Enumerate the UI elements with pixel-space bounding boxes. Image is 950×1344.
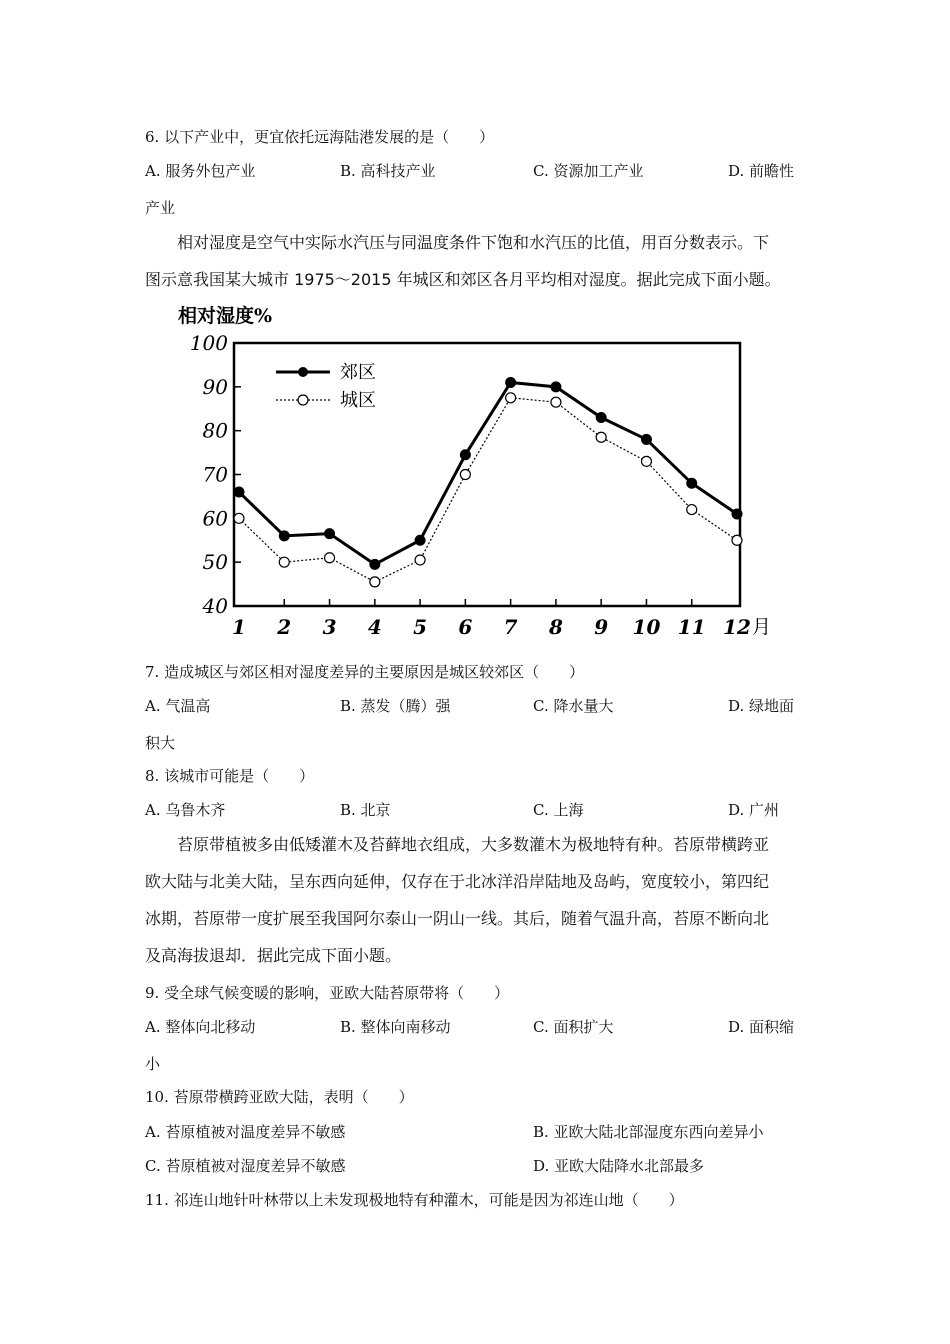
x-tick-label: 2 — [277, 615, 292, 639]
point-urban — [325, 553, 335, 563]
point-urban — [506, 393, 516, 403]
legend-suburb-label: 郊区 — [340, 362, 376, 383]
q7-option-c: C. 降水量大 — [533, 697, 614, 715]
legend-urban-marker — [298, 395, 308, 405]
q10-option-b: B. 亚欧大陆北部湿度东西向差异小 — [533, 1123, 764, 1141]
q11-stem: 11. 祁连山地针叶林带以上未发现极地特有种灌木，可能是因为祁连山地（ ） — [145, 1191, 684, 1209]
point-suburb — [687, 478, 697, 488]
passage-tundra-line: 苔原带植被多由低矮灌木及苔藓地衣组成，大多数灌木为极地特有种。苔原带横跨亚 — [177, 835, 770, 854]
x-tick-label: 11 — [677, 615, 706, 639]
q8-option-a: A. 乌鲁木齐 — [145, 801, 226, 819]
q7-option-d-wrap: 积大 — [145, 734, 176, 752]
q8-option-b: B. 北京 — [340, 801, 391, 819]
q8-option-c: C. 上海 — [533, 801, 584, 819]
point-urban — [234, 513, 244, 523]
q6-stem: 6. 以下产业中，更宜依托远海陆港发展的是（ ） — [145, 128, 495, 146]
point-urban — [370, 577, 380, 587]
x-tick-label: 1 — [232, 615, 246, 639]
point-urban — [551, 397, 561, 407]
point-urban — [641, 456, 651, 466]
y-tick-label: 50 — [202, 550, 228, 575]
y-tick-label: 100 — [189, 331, 228, 355]
point-urban — [279, 557, 289, 567]
passage-humidity-line: 图示意我国某大城市 1975～2015 年城区和郊区各月平均相对湿度。据此完成下面小题。 — [145, 270, 781, 289]
point-urban — [732, 535, 742, 545]
passage-humidity-line: 相对湿度是空气中实际水汽压与同温度条件下饱和水汽压的比值，用百分数表示。下 — [177, 233, 770, 252]
q9-option-d-wrap: 小 — [145, 1055, 161, 1073]
q6-option-d-wrap: 产业 — [145, 199, 176, 217]
q9-option-b: B. 整体向南移动 — [340, 1018, 451, 1036]
point-suburb — [370, 559, 380, 569]
x-tick-label: 9 — [594, 615, 609, 639]
point-urban — [460, 470, 470, 480]
q8-option-d: D. 广州 — [728, 801, 780, 819]
point-suburb — [325, 529, 335, 539]
point-suburb — [234, 487, 244, 497]
plot-frame — [234, 343, 740, 606]
q6-option-b: B. 高科技产业 — [340, 162, 436, 180]
series-group — [234, 377, 742, 586]
q7-option-b: B. 蒸发（腾）强 — [340, 697, 451, 715]
q9-stem: 9. 受全球气候变暖的影响，亚欧大陆苔原带将（ ） — [145, 984, 510, 1002]
point-suburb — [506, 377, 516, 387]
x-tick-label: 12 — [723, 615, 751, 639]
legend-urban-label: 城区 — [340, 390, 376, 411]
series-line-suburb — [239, 382, 737, 564]
q10-option-d: D. 亚欧大陆降水北部最多 — [533, 1157, 705, 1175]
point-urban — [415, 555, 425, 565]
legend — [276, 362, 376, 411]
humidity-line-chart — [170, 300, 790, 645]
x-tick-label: 8 — [548, 615, 563, 639]
point-suburb — [732, 509, 742, 519]
point-urban — [687, 505, 697, 515]
point-suburb — [460, 450, 470, 460]
y-tick-label: 90 — [202, 374, 228, 399]
q9-option-d: D. 面积缩 — [728, 1018, 795, 1036]
y-tick-label: 40 — [202, 594, 228, 618]
x-tick-label: 5 — [413, 615, 428, 639]
x-tick-label: 4 — [367, 615, 382, 639]
y-tick-label: 80 — [202, 418, 228, 443]
point-urban — [596, 432, 606, 442]
q10-option-c: C. 苔原植被对湿度差异不敏感 — [145, 1157, 346, 1175]
x-tick-label: 3 — [322, 615, 337, 639]
point-suburb — [551, 382, 561, 392]
q9-option-c: C. 面积扩大 — [533, 1018, 614, 1036]
point-suburb — [596, 413, 606, 423]
x-axis-unit: 月 — [752, 616, 772, 638]
series-line-urban — [239, 398, 737, 582]
q6-option-d: D. 前瞻性 — [728, 162, 795, 180]
y-tick-label: 60 — [202, 506, 228, 531]
passage-tundra-line: 及高海拔退却．据此完成下面小题。 — [145, 946, 402, 965]
q8-stem: 8. 该城市可能是（ ） — [145, 767, 315, 785]
passage-humidity — [145, 224, 805, 298]
y-tick-label: 70 — [202, 462, 228, 487]
q9-option-a: A. 整体向北移动 — [145, 1018, 256, 1036]
legend-suburb-marker — [298, 367, 308, 377]
q6-option-c: C. 资源加工产业 — [533, 162, 644, 180]
passage-tundra-line: 欧大陆与北美大陆，呈东西向延伸，仅存在于北冰洋沿岸陆地及岛屿，宽度较小，第四纪 — [145, 872, 770, 891]
point-suburb — [641, 434, 651, 444]
q6-option-a: A. 服务外包产业 — [145, 162, 256, 180]
q10-option-a: A. 苔原植被对温度差异不敏感 — [145, 1123, 346, 1141]
point-suburb — [415, 535, 425, 545]
q7-option-d: D. 绿地面 — [728, 697, 795, 715]
passage-tundra-line: 冰期，苔原带一度扩展至我国阿尔泰山一阴山一线。其后，随着气温升高，苔原不断向北 — [145, 909, 770, 928]
x-tick-label: 7 — [503, 615, 518, 639]
point-suburb — [279, 531, 289, 541]
passage-tundra — [145, 826, 805, 974]
q10-stem: 10. 苔原带横跨亚欧大陆，表明（ ） — [145, 1088, 414, 1106]
q7-stem: 7. 造成城区与郊区相对湿度差异的主要原因是城区较郊区（ ） — [145, 663, 585, 681]
chart-ylabel: 相对湿度% — [178, 305, 273, 327]
x-tick-label: 10 — [632, 615, 661, 639]
q7-option-a: A. 气温高 — [145, 697, 211, 715]
x-tick-label: 6 — [458, 615, 473, 639]
